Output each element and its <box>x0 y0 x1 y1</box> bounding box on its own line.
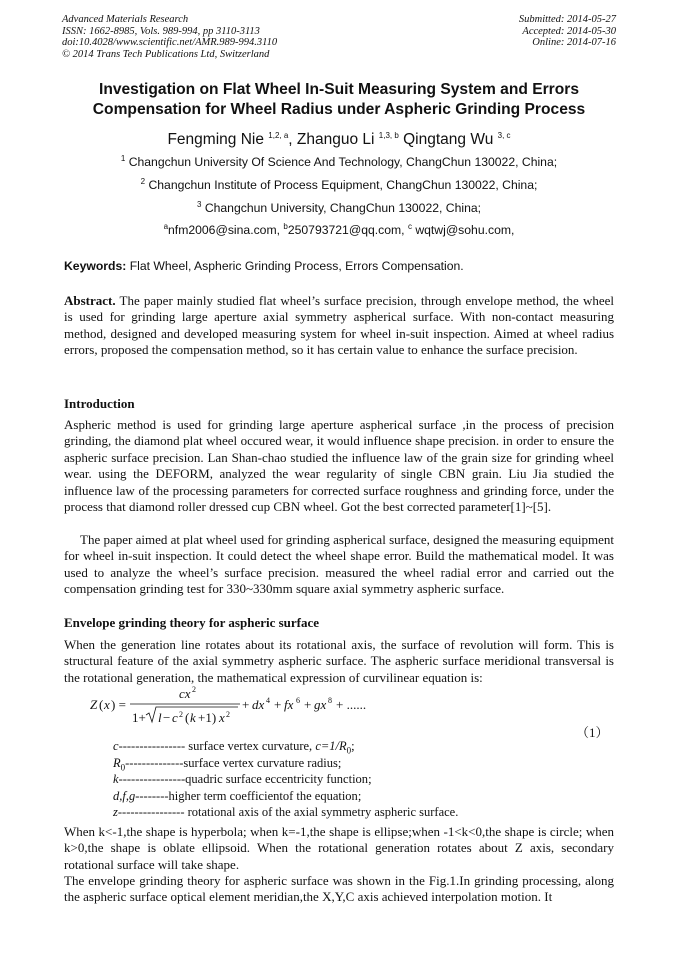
svg-text:Z: Z <box>90 697 98 712</box>
svg-text:+ ......: + ...... <box>336 697 367 712</box>
affil-text: Changchun Institute of Process Equipment, ChangChun 130022, China; <box>148 178 538 192</box>
def-dfg: d,f,g--------higher term coefficientof the equation; <box>113 788 362 803</box>
email-line <box>0 223 678 238</box>
intro-paragraph-1: Aspheric method is used for grinding large aperture aspherical surface ,in the process of precision grinding, the diamond plat wheel occured wear, it would influence shape precision. in order to ensure the aspheric surface precision. Lan Shan-chao studied the influence law of the grain size for grinding wheel wear. using the DEFORM, analyzed the wear regularity of single CBN grain. Liu Jia studied the influence law of the processing parameters for corrected surface roughness and grinding force, under the process that diamond roller dressed cup CBN wheel. Got the best corrected parameter[1]~[5]. <box>64 417 614 515</box>
title-line-1: Investigation on Flat Wheel In-Suit Measuring System and Errors <box>98 81 580 98</box>
svg-text:+: + <box>274 697 282 712</box>
email-link[interactable]: 250793721@qq.com, <box>287 223 408 237</box>
envelope-paragraph-1: When the generation line rotates about its rotational axis, the surface of revolution will form. This is structural feature of the axial symmetry aspheric surface. The aspheric surface meridional transversal is the rotational generation, the mathematical expression of curvilinear equation is: <box>64 637 614 685</box>
email-link[interactable]: nfm2006@sina.com, <box>168 223 284 237</box>
svg-text:fx: fx <box>284 697 294 712</box>
section-heading-introduction: Introduction <box>64 396 135 411</box>
submitted-date: Submitted: 2014-05-27 <box>518 14 616 25</box>
online-date: Online: 2014-07-16 <box>532 37 616 48</box>
email-sup: a <box>163 221 169 231</box>
def-k: k----------------quadric surface eccentricity function; <box>113 772 372 786</box>
equation-number: （1） <box>576 725 609 740</box>
abstract-label: Abstract. <box>64 293 116 308</box>
svg-text:+: + <box>304 697 312 712</box>
section-heading-envelope: Envelope grinding theory for aspheric surface <box>64 615 320 630</box>
envelope-paragraph-2: When k<-1,the shape is hyperbola; when k=-1,the shape is ellipse;when -1<k<0,the shape is circle; when k>0,the shape is oblate ellipsoid. When the rotational generation rotates about Z axis, secondary rotational surface will take shape. <box>64 824 614 872</box>
svg-text:(: ( <box>99 697 104 712</box>
email-link[interactable]: wqtwj@sohu.com, <box>411 223 515 237</box>
affiliation-1 <box>0 155 678 170</box>
affil-text: Changchun University Of Science And Technology, ChangChun 130022, China; <box>128 155 558 169</box>
affil-sup: 1 <box>120 153 126 163</box>
svg-text:x: x <box>219 710 225 725</box>
svg-text:+1): +1) <box>198 710 217 725</box>
author-affil-sup: 1,2, a <box>268 130 289 140</box>
affil-sup: 2 <box>140 176 146 186</box>
svg-text:+: + <box>242 697 250 712</box>
svg-text:4: 4 <box>266 696 270 705</box>
svg-text:k: k <box>190 710 196 725</box>
abstract <box>64 293 614 359</box>
svg-text:dx: dx <box>252 697 265 712</box>
paper-title <box>40 80 638 120</box>
journal-name: Advanced Materials Research <box>62 14 189 25</box>
def-r0: $R_0-------------$-surface vertex curvature radius; <box>113 755 342 772</box>
author-name: Fengming Nie <box>167 131 264 148</box>
title-line-2: Compensation for Wheel Radius under Aspheric Grinding Process <box>92 101 586 118</box>
abstract-text: The paper mainly studied flat wheel’s surface precision, through envelope method, the wheel is used for grinding large aperture axial symmetry aspherical surface. With non-contact measuring method, designed and developed measuring system for wheel in-suit inspection. Aimed at wheel radius errors, proposed the compensation method, so it has certain value to enhance the surface precision. <box>64 293 614 358</box>
accepted-date: Accepted: 2014-05-30 <box>522 25 616 37</box>
intro-paragraph-2: The paper aimed at plat wheel used for grinding aspherical surface, designed the measuring equipment for wheel in-suit inspection. It could detect the wheel shape error. Build the mathematical model. It was used to analyze the wheel’s surface precision. measured the wheel radial error and carried out the compensation grinding test for 330~330mm square axial symmetry aspheric surface. <box>64 532 614 597</box>
aspheric-equation <box>90 682 570 726</box>
svg-text:) =: ) = <box>111 697 126 712</box>
svg-text:2: 2 <box>179 710 183 719</box>
author-sep: , <box>288 131 297 148</box>
svg-text:x: x <box>104 697 110 712</box>
keywords <box>64 259 624 274</box>
author-name: Qingtang Wu <box>403 131 494 148</box>
journal-header <box>62 14 277 60</box>
journal-doi: doi:10.4028/www.scientific.net/AMR.989-994.3110 <box>62 37 278 48</box>
svg-text:−: − <box>163 710 171 725</box>
keywords-text: Flat Wheel, Aspheric Grinding Process, Errors Compensation. <box>126 259 464 273</box>
svg-text:(: ( <box>185 710 190 725</box>
envelope-paragraph-3: The envelope grinding theory for aspheric surface was shown in the Fig.1.In grinding processing, along the aspheric surface optical element meridian,the X,Y,C axis achieved interpolation motion. It <box>64 873 614 905</box>
journal-copyright: © 2014 Trans Tech Publications Ltd, Switzerland <box>62 48 270 60</box>
svg-text:c: c <box>172 710 178 725</box>
svg-text:gx: gx <box>314 697 327 712</box>
dates-header <box>519 14 616 49</box>
affiliation-3 <box>0 201 678 216</box>
def-z: z---------------- rotational axis of the axial symmetry aspheric surface. <box>113 805 459 819</box>
def-c: c---------------- surface vertex curvature, $c=1/R_0$; <box>113 739 355 756</box>
svg-text:2: 2 <box>226 710 230 719</box>
keywords-label: Keywords: <box>64 259 127 273</box>
author-affil-sup: 3, c <box>497 130 511 140</box>
svg-text:6: 6 <box>296 696 300 705</box>
variable-definitions <box>113 738 458 821</box>
svg-text:8: 8 <box>328 696 332 705</box>
author-affil-sup: 1,3, b <box>378 130 399 140</box>
affil-text: Changchun University, ChangChun 130022, China; <box>204 201 482 215</box>
email-sup: c <box>407 221 412 231</box>
svg-text:l: l <box>158 710 162 725</box>
svg-text:cx: cx <box>179 686 191 701</box>
affiliation-2 <box>0 178 678 193</box>
author-name: Zhanguo Li <box>296 131 375 148</box>
svg-text:2: 2 <box>192 685 196 694</box>
affil-sup: 3 <box>196 199 202 209</box>
journal-issn: ISSN: 1662-8985, Vols. 989-994, pp 3110-3113 <box>62 25 260 37</box>
svg-text:1+: 1+ <box>132 710 146 725</box>
author-list <box>0 130 678 150</box>
email-sup: b <box>283 221 288 231</box>
